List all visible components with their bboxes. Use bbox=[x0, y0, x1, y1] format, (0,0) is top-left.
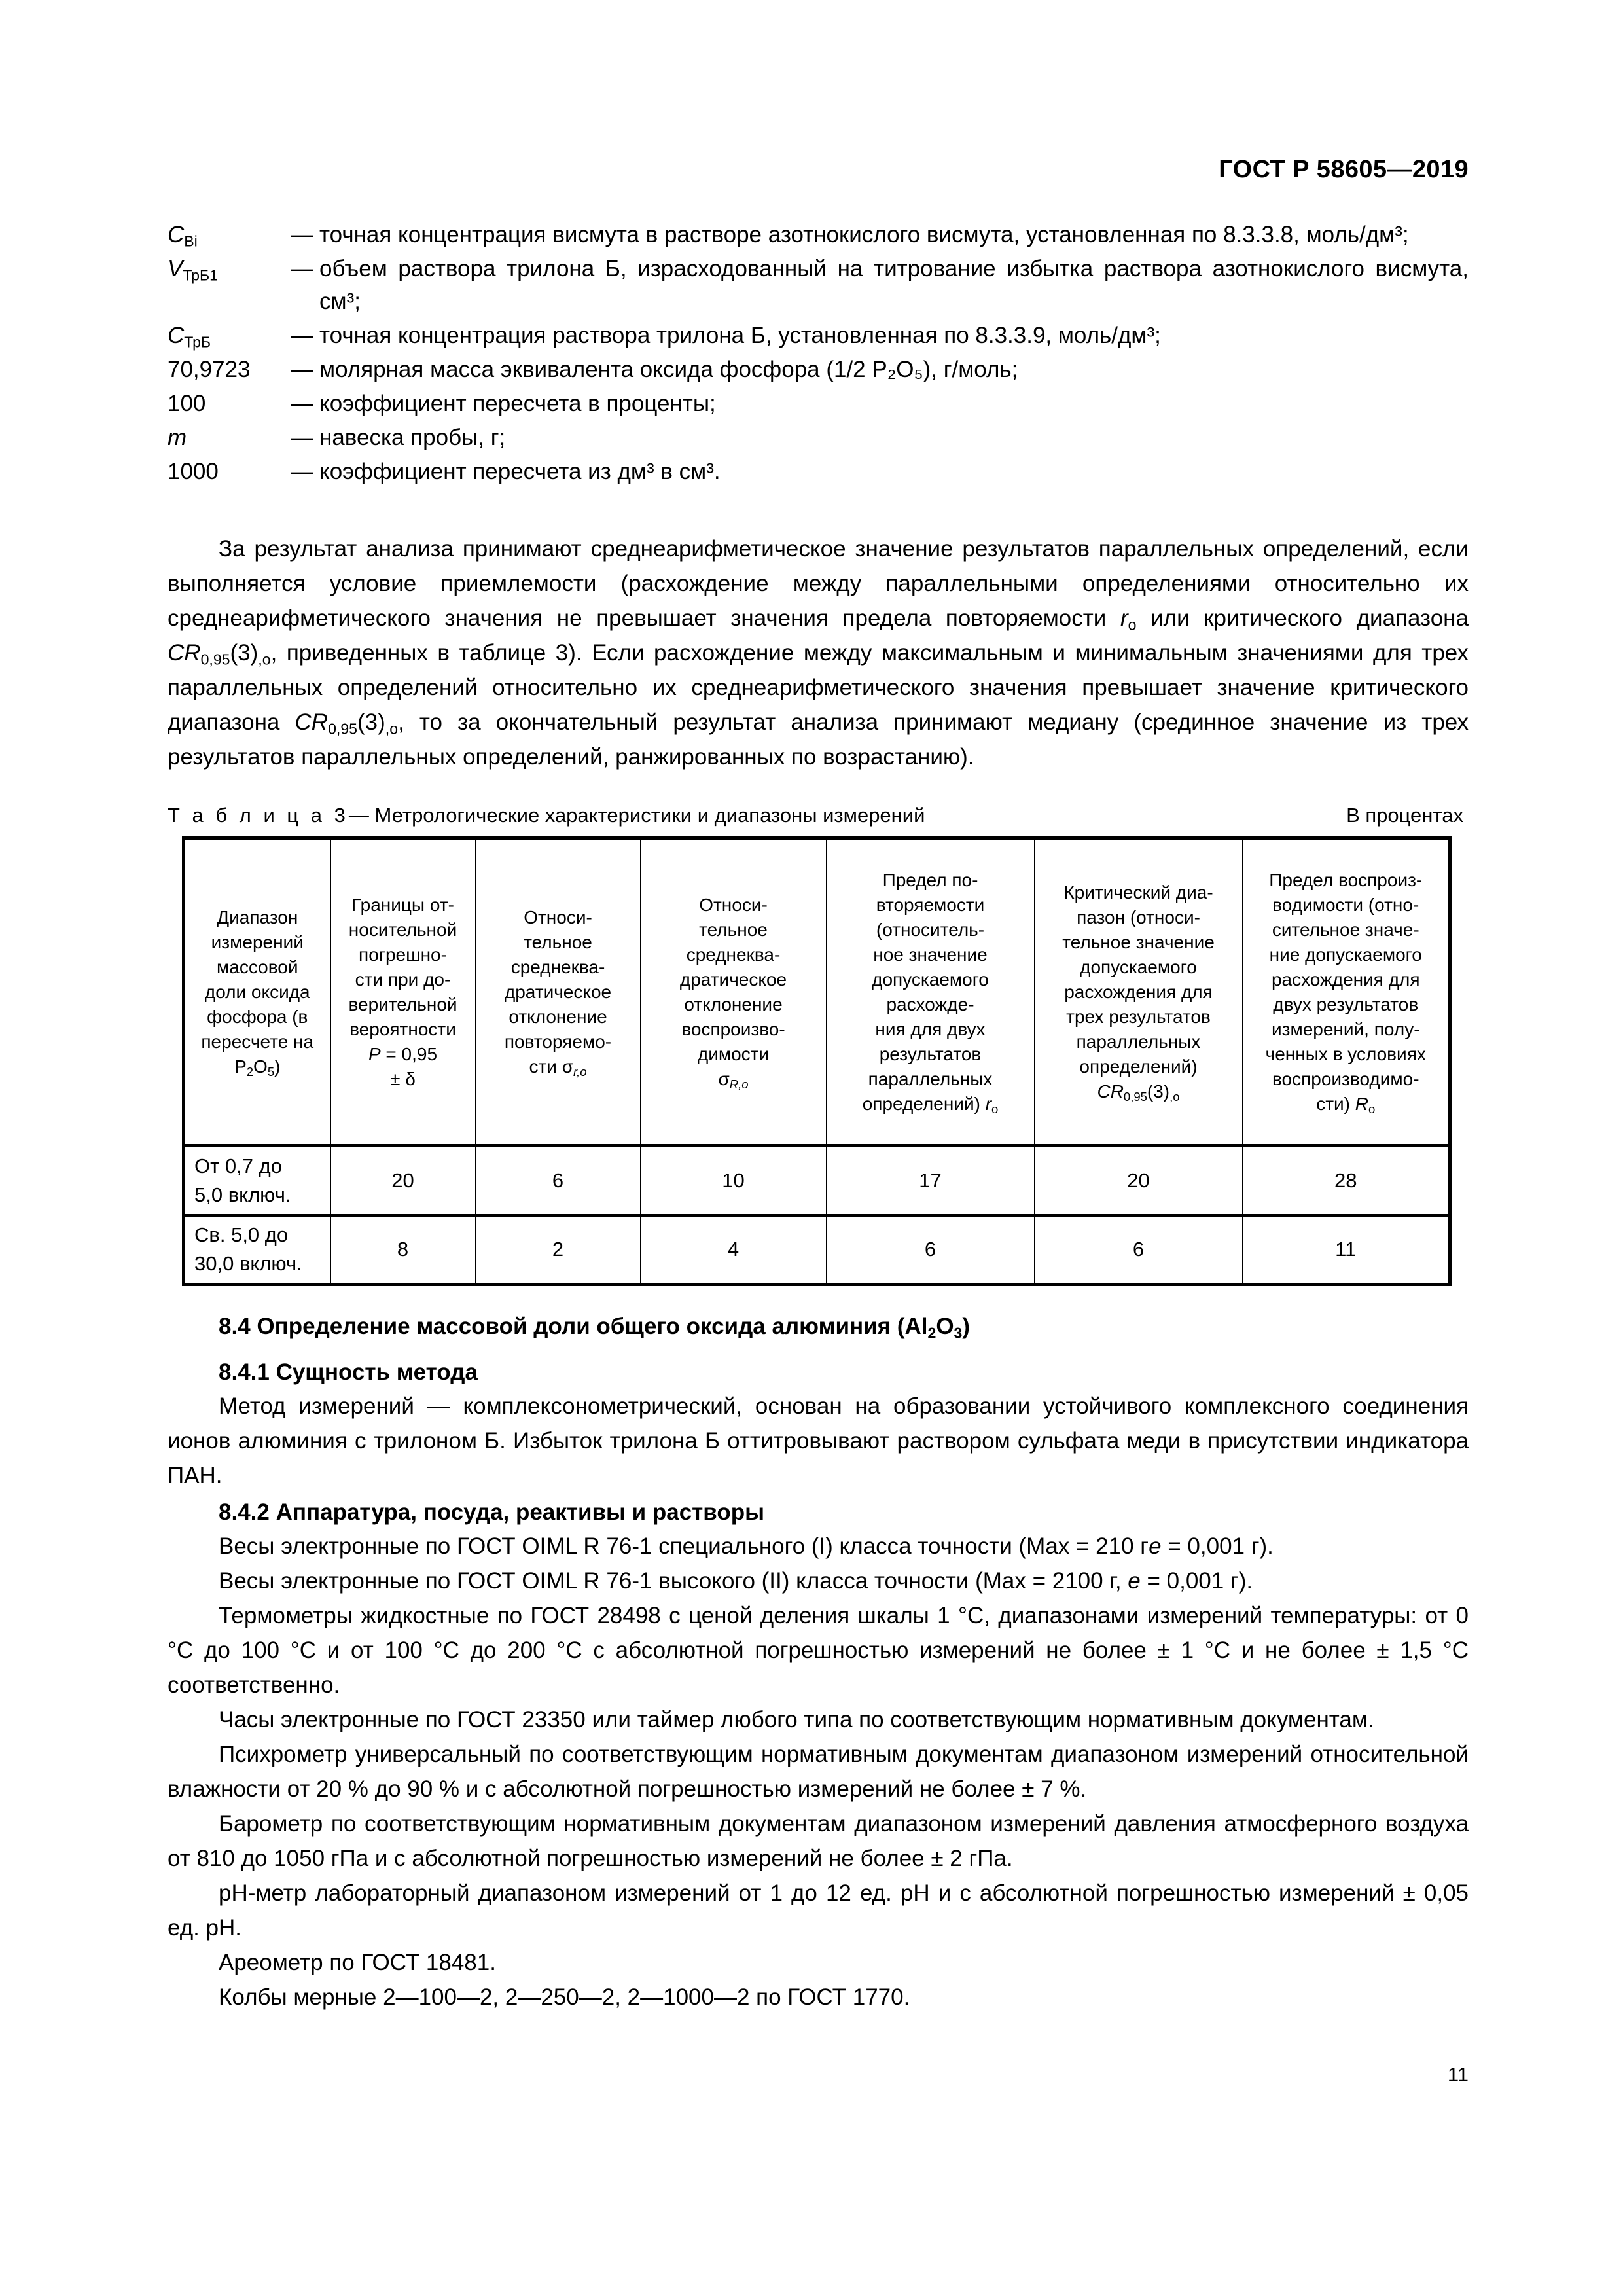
definition-symbol bbox=[168, 319, 291, 352]
table-caption-units: В процентах bbox=[1346, 804, 1463, 827]
header-formula-probability-value: = 0,95 bbox=[380, 1043, 438, 1064]
definition-symbol bbox=[168, 253, 291, 285]
page-number: 11 bbox=[1447, 2063, 1469, 2086]
symbol-cr-subscript-2: ,о bbox=[258, 651, 271, 668]
definition-text: коэффициент пересчета в проценты; bbox=[319, 391, 716, 416]
table-cell-value: 11 bbox=[1243, 1215, 1450, 1285]
header-line: ное значение bbox=[873, 944, 988, 965]
section-8-4-block bbox=[168, 1310, 1469, 1343]
heading-8-4-sub-3: 3 bbox=[954, 1324, 963, 1342]
definition-text: точная концентрация висмута в растворе азотнокислого висмута, установленная по 8.3.3.8, моль/дм³; bbox=[319, 222, 1409, 247]
header-line: тельное значение bbox=[1062, 931, 1215, 952]
definition-dash: — bbox=[291, 256, 313, 281]
heading-8-4-1: 8.4.1 Сущность метода bbox=[219, 1359, 478, 1385]
header-formula-sigma-subscript: R,о bbox=[729, 1077, 749, 1091]
header-line: воспроизво- bbox=[681, 1018, 785, 1039]
header-line: димости bbox=[697, 1043, 770, 1064]
formula-symbol-definitions bbox=[168, 219, 1469, 490]
para-part-2: или критического диапазона bbox=[1136, 605, 1469, 631]
paragraph-psychrometer: Психрометр универсальный по соответствующим нормативным документам диапазоном измерений относительной влажности от 20 % до 90 % и с абсолютной погрешностью измерений не более ± 7 %. bbox=[168, 1742, 1469, 1802]
header-line: носительной bbox=[348, 919, 457, 940]
range-line-2: 30,0 включ. bbox=[194, 1252, 302, 1276]
header-line: ченных в условиях bbox=[1265, 1043, 1426, 1064]
header-line: дратическое bbox=[504, 981, 612, 1002]
header-formula-cr-mid: (3) bbox=[1147, 1081, 1170, 1102]
header-line: двух результатов bbox=[1273, 994, 1419, 1014]
table-cell-value: 6 bbox=[827, 1215, 1035, 1285]
symbol-r-subscript: о bbox=[1128, 616, 1137, 634]
paragraph-areometer: Ареометр по ГОСТ 18481. bbox=[219, 1950, 496, 1975]
table-header-row bbox=[184, 838, 1450, 1146]
balance-2-post: = 0,001 г). bbox=[1140, 1568, 1253, 1594]
table-cell-value: 4 bbox=[641, 1215, 827, 1285]
header-formula-r-subscript: о bbox=[991, 1102, 999, 1116]
table-header-cell-rsd-repeatability bbox=[476, 838, 641, 1146]
table-cell-range bbox=[184, 1146, 330, 1215]
header-line: пазон (относи- bbox=[1077, 906, 1200, 927]
header-line: допускаемого bbox=[872, 969, 989, 990]
definition-item bbox=[168, 422, 1469, 454]
header-formula-sigma-subscript: r,о bbox=[573, 1064, 587, 1079]
header-line: среднеква- bbox=[686, 944, 781, 965]
symbol-cr-2-mid: (3) bbox=[357, 709, 385, 735]
table-header-cell-reproducibility-limit bbox=[1243, 838, 1450, 1146]
heading-8-4-prefix: 8.4 Определение массовой доли общего оксида алюминия (Al bbox=[219, 1314, 928, 1339]
header-line: трех результатов bbox=[1066, 1006, 1211, 1027]
header-line: доли оксида bbox=[204, 981, 310, 1002]
definition-item bbox=[168, 319, 1469, 352]
table-body bbox=[184, 1146, 1450, 1285]
header-line: сительное значе- bbox=[1272, 919, 1419, 940]
table-header-cell-error-bounds bbox=[330, 838, 476, 1146]
table-caption-label: Т а б л и ц а 3 bbox=[168, 804, 349, 827]
header-line: дратическое bbox=[679, 969, 787, 990]
definition-symbol: 70,9723 bbox=[168, 357, 251, 382]
table-cell-value: 2 bbox=[476, 1215, 641, 1285]
header-line: расхожде- bbox=[886, 994, 974, 1014]
heading-8-4-2: 8.4.2 Аппаратура, посуда, реактивы и растворы bbox=[219, 1499, 765, 1525]
table-cell-value: 6 bbox=[476, 1146, 641, 1215]
header-line: отклонение bbox=[684, 994, 783, 1014]
table-cell-value: 6 bbox=[1035, 1215, 1243, 1285]
para-part-3: , приведенных в таблице 3). Если расхождение между максимальным и минимальным значениями для трех параллельных определений относительно их среднеарифметического значения превышает значение критического диапазона bbox=[168, 640, 1469, 735]
paragraph-balance-class-2 bbox=[168, 1564, 1469, 1598]
header-formula-sub-2: 2 bbox=[246, 1064, 254, 1079]
table-3-block bbox=[168, 804, 1469, 1286]
table-cell-value: 8 bbox=[330, 1215, 476, 1285]
header-line: Диапазон bbox=[217, 906, 298, 927]
header-line: среднеква- bbox=[510, 956, 605, 977]
header-formula-prefix: сти) bbox=[1316, 1093, 1355, 1114]
table-cell-value: 20 bbox=[330, 1146, 476, 1215]
header-line: определений) bbox=[1079, 1056, 1198, 1077]
header-line: Относи- bbox=[699, 894, 768, 915]
para-part-1: За результат анализа принимают среднеарифметическое значение результатов параллельных определений, если выполняется условие приемлемости (расхождение между параллельными определениями относительно их среднеарифметического значения не превышает значения предела повторяемости bbox=[168, 536, 1469, 631]
definition-item bbox=[168, 456, 1469, 488]
definition-symbol: 1000 bbox=[168, 459, 219, 484]
table-row bbox=[184, 1146, 1450, 1215]
definition-item bbox=[168, 353, 1469, 386]
symbol-cr-2-subscript: 0,95 bbox=[328, 720, 358, 738]
header-line: ния для двух bbox=[875, 1018, 986, 1039]
paragraph-balance-class-1 bbox=[168, 1529, 1469, 1564]
header-line: вторяемости bbox=[876, 894, 985, 915]
definition-text: коэффициент пересчета из дм³ в см³. bbox=[319, 459, 721, 484]
symbol-cr-mid: (3) bbox=[230, 640, 259, 666]
table-cell-range bbox=[184, 1215, 330, 1285]
result-acceptance-paragraph-block bbox=[168, 531, 1469, 774]
definition-symbol: m bbox=[168, 425, 187, 450]
definition-text: точная концентрация раствора трилона Б, установленная по 8.3.3.9, моль/дм³; bbox=[319, 323, 1161, 348]
header-line: допускаемого bbox=[1080, 956, 1197, 977]
table-cell-value: 28 bbox=[1243, 1146, 1450, 1215]
definition-symbol: 100 bbox=[168, 391, 206, 416]
symbol-subscript: ТрБ1 bbox=[183, 266, 219, 284]
balance-1-pre: Весы электронные по ГОСТ OIML R 76-1 специального (I) класса точности (Max = 210 г bbox=[219, 1534, 1149, 1559]
symbol-letter: C bbox=[168, 222, 185, 247]
header-line: тельное bbox=[524, 931, 592, 952]
range-line-1: Св. 5,0 до bbox=[194, 1223, 289, 1247]
paragraph-barometer: Барометр по соответствующим нормативным документам диапазоном измерений давления атмосферного воздуха от 810 до 1050 гПа и с абсолютной погрешностью измерений не более ± 2 гПа. bbox=[168, 1811, 1469, 1871]
table-header-cell-critical-range bbox=[1035, 838, 1243, 1146]
definition-text: молярная масса эквивалента оксида фосфора (1/2 P₂O₅), г/моль; bbox=[319, 357, 1018, 382]
header-line: ние допускаемого bbox=[1269, 944, 1422, 965]
header-line: расхождения для bbox=[1064, 981, 1213, 1002]
header-line: сти при до- bbox=[355, 969, 451, 990]
header-line: пересчете на bbox=[201, 1031, 314, 1052]
header-formula-R-subscript: о bbox=[1368, 1102, 1376, 1116]
definition-dash: — bbox=[291, 357, 313, 382]
table-caption-text bbox=[168, 804, 925, 827]
table-header-cell-repeatability-limit bbox=[827, 838, 1035, 1146]
header-line: тельное bbox=[699, 919, 768, 940]
header-line: фосфора (в bbox=[207, 1006, 308, 1027]
balance-1-post: = 0,001 г). bbox=[1161, 1534, 1274, 1559]
header-line: Относи- bbox=[524, 906, 592, 927]
header-line: Предел воспроиз- bbox=[1269, 869, 1423, 890]
header-line: параллельных bbox=[1076, 1031, 1201, 1052]
symbol-cr: CR bbox=[168, 640, 201, 666]
header-line: водимости (отно- bbox=[1272, 894, 1419, 915]
header-line: измерений bbox=[211, 931, 304, 952]
header-formula-r: r bbox=[985, 1093, 992, 1114]
balance-2-symbol-e: е bbox=[1128, 1568, 1141, 1594]
balance-1-symbol-e: е bbox=[1149, 1534, 1162, 1559]
symbol-cr-subscript: 0,95 bbox=[200, 651, 230, 668]
symbol-r: r bbox=[1120, 605, 1128, 631]
table-caption bbox=[168, 804, 1469, 827]
table-caption-title: Метрологические характеристики и диапазоны измерений bbox=[368, 804, 925, 827]
header-line: погрешно- bbox=[359, 944, 447, 965]
result-acceptance-paragraph bbox=[168, 531, 1469, 774]
paragraph-method-essence: Метод измерений — комплексонометрический, основан на образовании устойчивого комплексного соединения ионов алюминия с трилоном Б. Избыток трилона Б оттитровывают раствором сульфата меди в присутствии индикатора ПАН. bbox=[168, 1393, 1469, 1488]
heading-8-4-mid: O bbox=[936, 1314, 954, 1339]
paragraph-flasks: Колбы мерные 2—100—2, 2—250—2, 2—1000—2 по ГОСТ 1770. bbox=[219, 1984, 910, 2010]
header-line: измерений, полу- bbox=[1271, 1018, 1420, 1039]
definition-dash: — bbox=[291, 425, 313, 450]
header-formula-cr-subscript-2: ,о bbox=[1169, 1089, 1180, 1103]
table-head bbox=[184, 838, 1450, 1146]
balance-2-pre: Весы электронные по ГОСТ OIML R 76-1 высокого (II) класса точности (Max = 2100 г, bbox=[219, 1568, 1128, 1594]
table-row bbox=[184, 1215, 1450, 1285]
header-line: Границы от- bbox=[351, 894, 454, 915]
header-formula-sigma: сти σ bbox=[529, 1056, 573, 1077]
header-formula-p: P bbox=[234, 1056, 247, 1077]
definition-item bbox=[168, 387, 1469, 420]
symbol-cr-2: CR bbox=[294, 709, 329, 735]
header-formula-cr-subscript: 0,95 bbox=[1123, 1089, 1147, 1103]
range-line-2: 5,0 включ. bbox=[194, 1183, 291, 1206]
document-header-standard-number: ГОСТ Р 58605—2019 bbox=[1219, 156, 1469, 183]
table-cell-value: 10 bbox=[641, 1146, 827, 1215]
symbol-letter: C bbox=[168, 323, 185, 348]
symbol-subscript: Bi bbox=[184, 232, 198, 250]
heading-8-4-suffix: ) bbox=[962, 1314, 971, 1339]
definition-item bbox=[168, 219, 1469, 251]
paragraph-thermometers: Термометры жидкостные по ГОСТ 28498 с ценой деления шкалы 1 °С, диапазонами измерений температуры: от 0 °С до 100 °С и от 100 °С до 200 °С с абсолютной погрешностью измерений не более ± 1 °С и не более ± 1,5 °С соответственно. bbox=[168, 1603, 1469, 1698]
symbol-letter: V bbox=[168, 256, 183, 281]
header-formula-prefix: определений) bbox=[862, 1093, 986, 1114]
table-cell-value: 20 bbox=[1035, 1146, 1243, 1215]
paragraph-ph-meter: рН-метр лабораторный диапазоном измерений от 1 до 12 ед. рН и с абсолютной погрешностью измерений ± 0,05 ед. рН. bbox=[168, 1880, 1469, 1941]
definition-item bbox=[168, 253, 1469, 318]
table-caption-dash: — bbox=[348, 804, 369, 827]
header-line: Критический диа- bbox=[1063, 882, 1213, 903]
header-line: расхождения для bbox=[1271, 969, 1420, 990]
section-8-4-2-block bbox=[168, 1496, 1469, 2015]
header-line: воспроизводимо- bbox=[1272, 1068, 1419, 1089]
header-line: повторяемо- bbox=[504, 1031, 612, 1052]
definition-text: навеска пробы, г; bbox=[319, 425, 506, 450]
heading-8-4 bbox=[168, 1310, 1469, 1343]
definition-dash: — bbox=[291, 222, 313, 247]
definition-text: объем раствора трилона Б, израсходованный на титрование избытка раствора азотнокислого висмута, см³; bbox=[319, 256, 1469, 314]
table-3-metrological-characteristics bbox=[182, 836, 1452, 1286]
header-line: результатов bbox=[879, 1043, 982, 1064]
header-formula-cr: CR bbox=[1097, 1081, 1124, 1102]
header-line: отклонение bbox=[508, 1006, 607, 1027]
header-line: массовой bbox=[217, 956, 298, 977]
table-header-cell-rsd-reproducibility bbox=[641, 838, 827, 1146]
heading-8-4-sub-2: 2 bbox=[927, 1324, 936, 1342]
header-formula-sub-5: 5 bbox=[267, 1064, 275, 1079]
header-line: параллельных bbox=[868, 1068, 993, 1089]
definition-dash: — bbox=[291, 459, 313, 484]
paragraph-clock: Часы электронные по ГОСТ 23350 или таймер любого типа по соответствующим нормативным документам. bbox=[219, 1707, 1374, 1732]
table-cell-value: 17 bbox=[827, 1146, 1035, 1215]
header-formula-probability-symbol: P bbox=[368, 1043, 381, 1064]
table-header-cell-range bbox=[184, 838, 330, 1146]
symbol-subscript: ТрБ bbox=[184, 333, 211, 351]
header-line: верительной bbox=[348, 994, 457, 1014]
definition-dash: — bbox=[291, 391, 313, 416]
range-line-1: От 0,7 до bbox=[194, 1154, 282, 1177]
header-formula-R: R bbox=[1355, 1093, 1369, 1114]
header-line: вероятности bbox=[349, 1018, 456, 1039]
header-line: Предел по- bbox=[882, 869, 978, 890]
header-formula-tail: ) bbox=[274, 1056, 281, 1077]
definition-symbol bbox=[168, 219, 291, 251]
header-formula-o: O bbox=[253, 1056, 268, 1077]
header-formula-delta: ± δ bbox=[390, 1068, 416, 1089]
header-formula-sigma: σ bbox=[718, 1068, 730, 1089]
para-part-4: , то за окончательный результат анализа принимают медиану (срединное значение из трех результатов параллельных определений, ранжированных по возрастанию). bbox=[168, 709, 1469, 770]
symbol-cr-2-subscript-2: ,о bbox=[385, 720, 399, 738]
header-line: (относитель- bbox=[876, 919, 985, 940]
definition-dash: — bbox=[291, 323, 313, 348]
section-8-4-1-block bbox=[168, 1356, 1469, 1493]
